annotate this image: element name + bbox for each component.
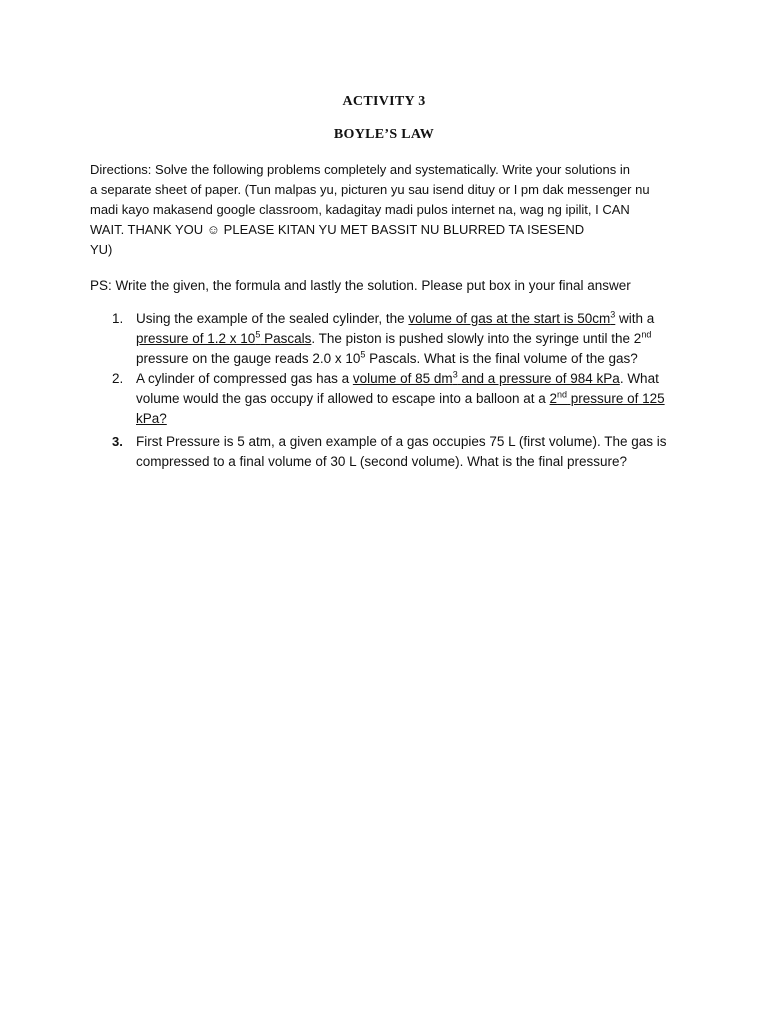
problem-line <box>136 409 690 429</box>
problem-number: 3. <box>112 434 123 449</box>
problem-line: Using the example of the sealed cylinder, the volume of gas at the start is $50cm^3$ with a <box>136 309 655 326</box>
directions-line: YU) <box>90 242 113 257</box>
underlined-given: pressure of 1.2 x $10^5$ Pascals <box>136 329 312 346</box>
problem-line: A cylinder of compressed gas has a volume of 85 $dm^3$ and a pressure of 984 kPa. What <box>136 369 659 386</box>
problem-line: First Pressure is 5 atm, a given example of a gas occupies 75 L (first volume). The gas is <box>136 434 667 449</box>
problem-line: compressed to a final volume of 30 L (second volume). What is the final pressure? <box>136 454 627 469</box>
ps-note: PS: Write the given, the formula and lastly the solution. Please put box in your final answer <box>90 278 631 293</box>
directions-line: madi kayo makasend google classroom, kadagitay madi pulos internet na, wag ng ipilit, I CAN <box>90 202 630 217</box>
directions-line: a separate sheet of paper. (Tun malpas yu, picturen yu sau isend dituy or I pm dak messenger nu <box>90 182 650 197</box>
directions-paragraph <box>90 160 690 260</box>
problem-item <box>90 432 690 472</box>
underlined-given: 2nd pressure of 125 <box>549 389 665 406</box>
underlined-given: kPa? <box>136 411 167 426</box>
problem-list <box>90 309 690 472</box>
directions-line: Directions: Solve the following problems completely and systematically. Write your solutions in <box>90 162 630 177</box>
problem-line: pressure on the gauge reads 2.0 x $10^5$ Pascals. What is the final volume of the gas? <box>136 349 638 366</box>
activity-heading: ACTIVITY 3 <box>342 94 426 109</box>
underlined-given: volume of gas at the start is $50cm^3$ <box>408 309 616 326</box>
underlined-given: volume of 85 $dm^3$ and a pressure of 984 kPa <box>352 369 620 386</box>
problem-line: pressure of 1.2 x $10^5$ Pascals. The piston is pushed slowly into the syringe until the 2nd <box>136 329 652 346</box>
problem-item <box>90 309 690 369</box>
problem-line: volume would the gas occupy if allowed to escape into a balloon at a 2nd pressure of 125 <box>136 389 665 406</box>
problem-item <box>90 369 690 429</box>
directions-line: WAIT. THANK YOU ☺ PLEASE KITAN YU MET BASSIT NU BLURRED TA ISESEND <box>90 222 585 237</box>
problem-number: 2. <box>112 371 124 386</box>
title-heading: BOYLE’S LAW <box>333 127 435 142</box>
problem-number: 1. <box>112 311 124 326</box>
